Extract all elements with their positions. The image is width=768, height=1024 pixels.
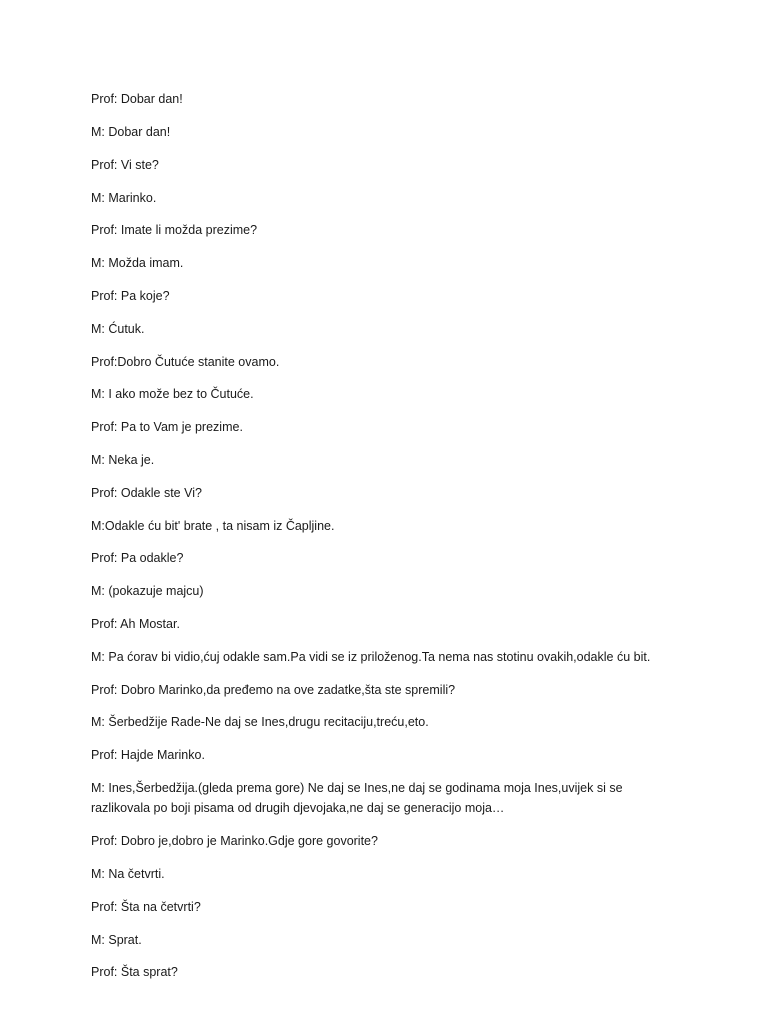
- dialogue-line: M: Marinko.: [91, 191, 157, 205]
- dialogue-line: Prof: Odakle ste Vi?: [91, 486, 202, 500]
- dialogue-line: Prof: Dobar dan!: [91, 92, 183, 106]
- dialogue-line: Prof: Dobro je,dobro je Marinko.Gdje gore govorite?: [91, 834, 378, 848]
- dialogue-line: M: Dobar dan!: [91, 125, 171, 139]
- dialogue-line: Prof: Pa to Vam je prezime.: [91, 420, 243, 434]
- dialogue-line: Prof: Imate li možda prezime?: [91, 223, 258, 237]
- dialogue-line: Prof: Pa koje?: [91, 289, 170, 303]
- dialogue-line: M: Neka je.: [91, 453, 155, 467]
- dialogue-line: Prof: Šta sprat?: [91, 965, 178, 979]
- dialogue-line: M: Pa ćorav bi vidio,ćuj odakle sam.Pa vidi se iz priloženog.Ta nema nas stotinu ovakih,odakle ću bit.: [91, 650, 651, 664]
- dialogue-line: M: Sprat.: [91, 933, 142, 947]
- dialogue-line: M: Možda imam.: [91, 256, 184, 270]
- dialogue-line: M: (pokazuje majcu): [91, 584, 204, 598]
- dialogue-line: M: Ines,Šerbedžija.(gleda prema gore) Ne daj se Ines,ne daj se godinama moja Ines,uvijek si se razlikovala po boji pisama od drugih djevojaka,ne daj se generacijo moja…: [91, 781, 623, 815]
- dialogue-line: M: Na četvrti.: [91, 867, 165, 881]
- dialogue-line: Prof: Hajde Marinko.: [91, 748, 205, 762]
- dialogue-line: Prof: Pa odakle?: [91, 551, 184, 565]
- dialogue-line: M:Odakle ću bit' brate , ta nisam iz Čapljine.: [91, 519, 335, 533]
- dialogue-line: M: Ćutuk.: [91, 322, 145, 336]
- dialogue-line: Prof:Dobro Čutuće stanite ovamo.: [91, 355, 280, 369]
- dialogue-line: M: Šerbedžije Rade-Ne daj se Ines,drugu recitaciju,treću,eto.: [91, 715, 429, 729]
- dialogue-line: Prof: Ah Mostar.: [91, 617, 180, 631]
- dialogue-line: Prof: Šta na četvrti?: [91, 900, 201, 914]
- dialogue-line: M: I ako može bez to Čutuće.: [91, 387, 254, 401]
- dialogue-line: Prof: Vi ste?: [91, 158, 159, 172]
- dialogue-line: Prof: Dobro Marinko,da pređemo na ove zadatke,šta ste spremili?: [91, 683, 456, 697]
